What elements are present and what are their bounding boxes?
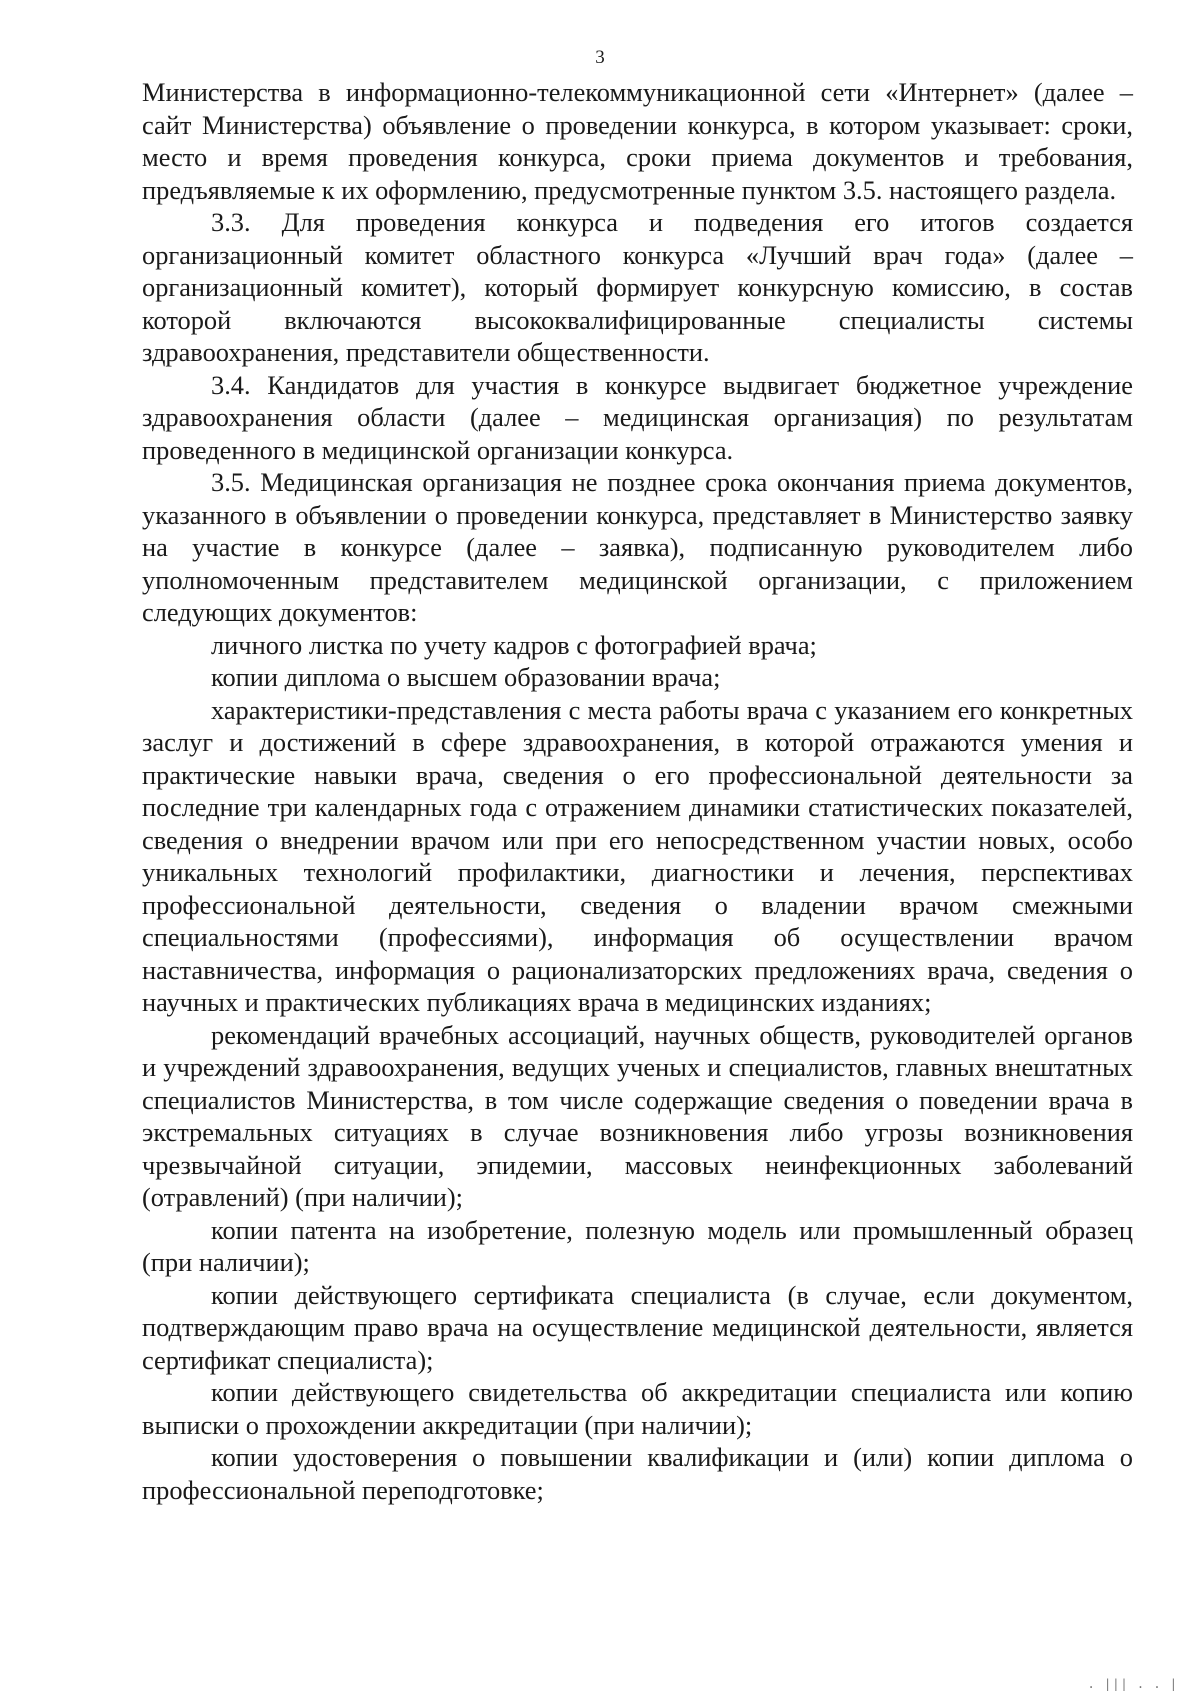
document-list-item: копии удостоверения о повышении квалификации и (или) копии диплома о профессиональной переподготовке;: [142, 1442, 1133, 1505]
document-list-item: копии диплома о высшем образовании врача;: [211, 662, 721, 692]
document-body: [142, 76, 1133, 1506]
paragraph-3-5: 3.5. Медицинская организация не позднее срока окончания приема документов, указанного в объявлении о проведении конкурса, представляет в Министерство заявку на участие в конкурсе (далее – заявка), подписанную руководителем либо уполномоченным представителем медицинской организации, с приложением следующих документов:: [142, 467, 1133, 627]
document-list-item: копии патента на изобретение, полезную модель или промышленный образец (при наличии);: [142, 1214, 1133, 1277]
document-list-item: личного листка по учету кадров с фотографией врача;: [211, 629, 817, 660]
document-list-item: рекомендаций врачебных ассоциаций, научных обществ, руководителей органов и учреждений здравоохранения, ведущих ученых и специалистов, главных внештатных специалистов Министерства, в том числе содержащие сведения о поведении врача в экстремальных ситуациях в случае возникновения либо угрозы возникновения чрезвычайной ситуации, эпидемии, массовых неинфекционных заболеваний (отравлений) (при наличии);: [142, 1019, 1133, 1212]
page-number: 3: [595, 47, 605, 68]
paragraph-continuation: Министерства в информационно-телекоммуникационной сети «Интернет» (далее – сайт Министерства) объявление о проведении конкурса, в котором указывает: сроки, место и время проведения конкурса, сроки приема документов и требования, предъявляемые к их оформлению, предусмотренные пунктом 3.5. настоящего раздела.: [142, 77, 1133, 205]
document-list-item: копии действующего сертификата специалиста (в случае, если документом, подтверждающим право врача на осуществление медицинской деятельности, является сертификат специалиста);: [142, 1279, 1133, 1375]
paragraph-3-4: 3.4. Кандидатов для участия в конкурсе выдвигает бюджетное учреждение здравоохранения области (далее – медицинская организация) по результатам проведенного в медицинской организации конкурса.: [142, 369, 1133, 465]
document-list-item: копии действующего свидетельства об аккредитации специалиста или копию выписки о прохождении аккредитации (при наличии);: [142, 1377, 1133, 1440]
paragraph-3-3: 3.3. Для проведения конкурса и подведения его итогов создается организационный комитет областного конкурса «Лучший врач года» (далее – организационный комитет), который формирует конкурсную комиссию, в состав которой включаются высококвалифицированные специалисты системы здравоохранения, представители общественности.: [142, 207, 1133, 367]
document-list-item: характеристики-представления с места работы врача с указанием его конкретных заслуг и достижений в сфере здравоохранения, в которой отражаются умения и практические навыки врача, сведения о его профессиональной деятельности за последние три календарных года с отражением динамики статистических показателей, сведения о внедрении врачом или при его непосредственном участии новых, особо уникальных технологий профилактики, диагностики и лечения, перспективах профессиональной деятельности, сведения о владении врачом смежными специальностями (профессиями), информация об осуществлении врачом наставничества, информация о рационализаторских предложениях врача, сведения о научных и практических публикациях врача в медицинских изданиях;: [142, 694, 1133, 1017]
scan-artifact-marks: . ||| . . |: [1087, 1677, 1178, 1691]
